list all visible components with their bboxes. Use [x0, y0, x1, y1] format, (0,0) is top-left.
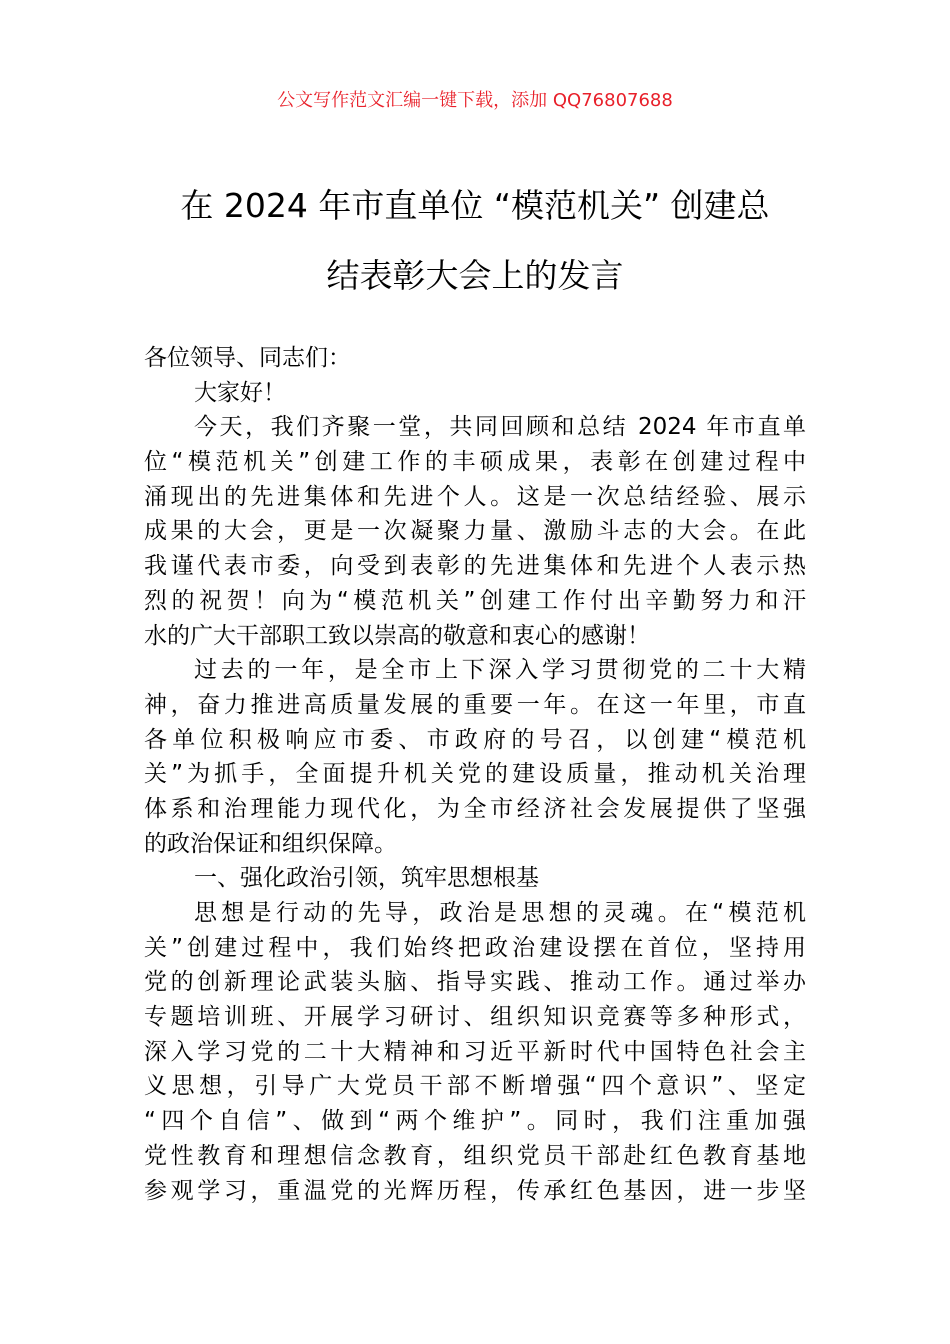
paragraph-line: 烈的祝贺！向为“模范机关”创建工作付出辛勤努力和汗	[144, 587, 806, 614]
paragraph-line: 关”为抓手，全面提升机关党的建设质量，推动机关治理	[144, 761, 806, 788]
paragraph-line: “四个自信”、做到“两个维护”。同时，我们注重加强	[144, 1108, 806, 1135]
document-title-line-1: 在 2024 年市直单位 “模范机关” 创建总	[180, 186, 770, 225]
paragraph-line: 各单位积极响应市委、市政府的号召，以创建“模范机	[144, 726, 806, 753]
paragraph-line: 神，奋力推进高质量发展的重要一年。在这一年里，市直	[144, 691, 806, 718]
paragraph-line: 水的广大干部职工致以崇高的敬意和衷心的感谢！	[144, 622, 650, 649]
greeting: 大家好！	[194, 379, 286, 406]
paragraph-line: 义思想，引导广大党员干部不断增强“四个意识”、坚定	[144, 1073, 806, 1100]
paragraph-line: 思想是行动的先导，政治是思想的灵魂。在“模范机	[194, 900, 806, 926]
paragraph-line: 专题培训班、开展学习研讨、组织知识竞赛等多种形式，	[144, 1004, 806, 1031]
document-title-line-2: 结表彰大会上的发言	[326, 256, 624, 295]
paragraph-line: 位“模范机关”创建工作的丰硕成果，表彰在创建过程中	[144, 449, 806, 476]
paragraph-line: 关”创建过程中，我们始终把政治建设摆在首位，坚持用	[144, 934, 806, 961]
paragraph-line: 我谨代表市委，向受到表彰的先进集体和先进个人表示热	[144, 553, 806, 580]
paragraph-line: 今天，我们齐聚一堂，共同回顾和总结 2024 年市直单	[194, 414, 806, 441]
paragraph-line: 深入学习党的二十大精神和习近平新时代中国特色社会主	[144, 1038, 806, 1065]
paragraph-line: 党性教育和理想信念教育，组织党员干部赴红色教育基地	[144, 1142, 806, 1169]
document-body	[144, 341, 806, 1208]
paragraph-line: 成果的大会，更是一次凝聚力量、激励斗志的大会。在此	[144, 518, 806, 545]
salutation: 各位领导、同志们：	[144, 345, 351, 371]
watermark-download-notice: 公文写作范文汇编一键下载，添加 QQ76807688	[277, 90, 673, 111]
paragraph-line: 参观学习，重温党的光辉历程，传承红色基因，进一步坚	[144, 1177, 806, 1204]
paragraph-line: 的政治保证和组织保障。	[144, 830, 397, 857]
paragraph-line: 过去的一年，是全市上下深入学习贯彻党的二十大精	[194, 657, 806, 684]
section-heading: 一、强化政治引领，筑牢思想根基	[194, 865, 539, 892]
paragraph-line: 体系和治理能力现代化，为全市经济社会发展提供了坚强	[144, 795, 806, 822]
paragraph-line: 涌现出的先进集体和先进个人。这是一次总结经验、展示	[144, 483, 806, 510]
paragraph-line: 党的创新理论武装头脑、指导实践、推动工作。通过举办	[144, 969, 806, 996]
